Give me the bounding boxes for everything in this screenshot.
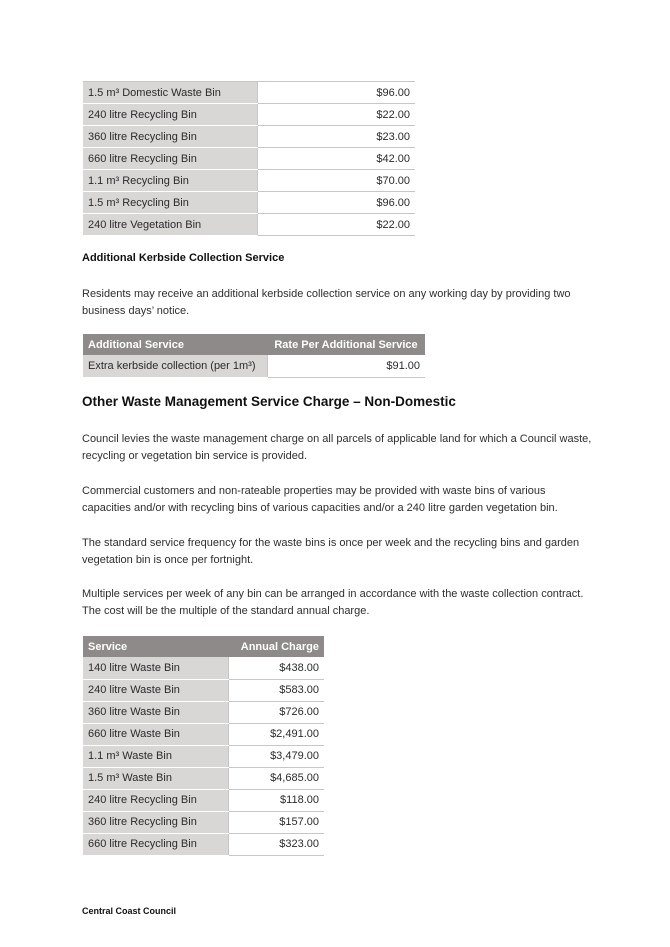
column-header-annual-charge: Annual Charge [228, 636, 324, 657]
column-header-service: Additional Service [83, 334, 267, 355]
table-cell-value: $2,491.00 [228, 723, 324, 745]
column-header-service: Service [83, 636, 228, 657]
table-cell-label: 1.5 m³ Waste Bin [83, 767, 228, 789]
table-row [83, 214, 415, 236]
table-cell-label: 240 litre Recycling Bin [83, 104, 257, 126]
table-row [83, 745, 324, 767]
section-heading-non-domestic: Other Waste Management Service Charge – Non-Domestic [82, 394, 456, 409]
table-cell-value: $42.00 [257, 148, 415, 170]
table-cell-value: $23.00 [257, 126, 415, 148]
table-cell-value: $22.00 [257, 214, 415, 236]
table-cell-label: 1.5 m³ Domestic Waste Bin [83, 82, 257, 104]
table-cell-label: 660 litre Recycling Bin [83, 833, 228, 855]
table-row [83, 126, 415, 148]
paragraph: Council levies the waste management charge on all parcels of applicable land for which a Council waste, recycling or vegetation bin service is provided. [82, 433, 592, 462]
non-domestic-charges-table [83, 636, 324, 856]
table-cell-label: 1.1 m³ Recycling Bin [83, 170, 257, 192]
table-row [83, 789, 324, 811]
paragraph-additional-service: Residents may receive an additional kerbside collection service on any working day by providing two business days’ notice. [82, 288, 571, 317]
column-header-rate: Rate Per Additional Service [267, 334, 425, 355]
table-cell-label: 360 litre Recycling Bin [83, 126, 257, 148]
table-row [83, 104, 415, 126]
paragraph: Commercial customers and non-rateable properties may be provided with waste bins of various capacities and/or with recycling bins of various capacities and/or a 240 litre garden vegetation bin. [82, 485, 558, 514]
table-row [83, 811, 324, 833]
table-cell-value: $726.00 [228, 701, 324, 723]
table-row [83, 355, 425, 377]
bin-charges-table [83, 81, 415, 236]
table-cell-value: $70.00 [257, 170, 415, 192]
table-cell-value: $4,685.00 [228, 767, 324, 789]
table-cell-value: $91.00 [267, 355, 425, 377]
table-row [83, 82, 415, 104]
table-cell-label: 660 litre Recycling Bin [83, 148, 257, 170]
table-cell-value: $157.00 [228, 811, 324, 833]
table-row [83, 723, 324, 745]
table-cell-value: $438.00 [228, 657, 324, 679]
table-cell-value: $118.00 [228, 789, 324, 811]
table-cell-label: 240 litre Waste Bin [83, 679, 228, 701]
table-row [83, 170, 415, 192]
table-row [83, 148, 415, 170]
paragraph: The standard service frequency for the waste bins is once per week and the recycling bins and garden vegetation bin is once per fortnight. [82, 537, 580, 566]
table-cell-label: 360 litre Waste Bin [83, 701, 228, 723]
table-cell-value: $323.00 [228, 833, 324, 855]
table-cell-value: $96.00 [257, 82, 415, 104]
additional-service-table [83, 334, 425, 378]
table-header-row [83, 636, 324, 657]
table-row [83, 767, 324, 789]
table-row [83, 679, 324, 701]
table-cell-label: 1.5 m³ Recycling Bin [83, 192, 257, 214]
table-row [83, 657, 324, 679]
table-header-row [83, 334, 425, 355]
page-footer: Central Coast Council [82, 906, 177, 916]
paragraph: Multiple services per week of any bin can be arranged in accordance with the waste collection contract. The cost will be the multiple of the standard annual charge. [82, 588, 584, 617]
table-cell-label: 140 litre Waste Bin [83, 657, 228, 679]
table-cell-label: 240 litre Recycling Bin [83, 789, 228, 811]
table-cell-value: $583.00 [228, 679, 324, 701]
table-cell-label: 360 litre Recycling Bin [83, 811, 228, 833]
table-cell-label: 1.1 m³ Waste Bin [83, 745, 228, 767]
table-row [83, 833, 324, 855]
table-row [83, 192, 415, 214]
section-heading-additional-service: Additional Kerbside Collection Service [82, 252, 285, 264]
table-cell-label: Extra kerbside collection (per 1m³) [83, 355, 267, 377]
table-cell-label: 660 litre Waste Bin [83, 723, 228, 745]
table-cell-value: $96.00 [257, 192, 415, 214]
table-cell-label: 240 litre Vegetation Bin [83, 214, 257, 236]
table-row [83, 701, 324, 723]
table-cell-value: $3,479.00 [228, 745, 324, 767]
table-cell-value: $22.00 [257, 104, 415, 126]
